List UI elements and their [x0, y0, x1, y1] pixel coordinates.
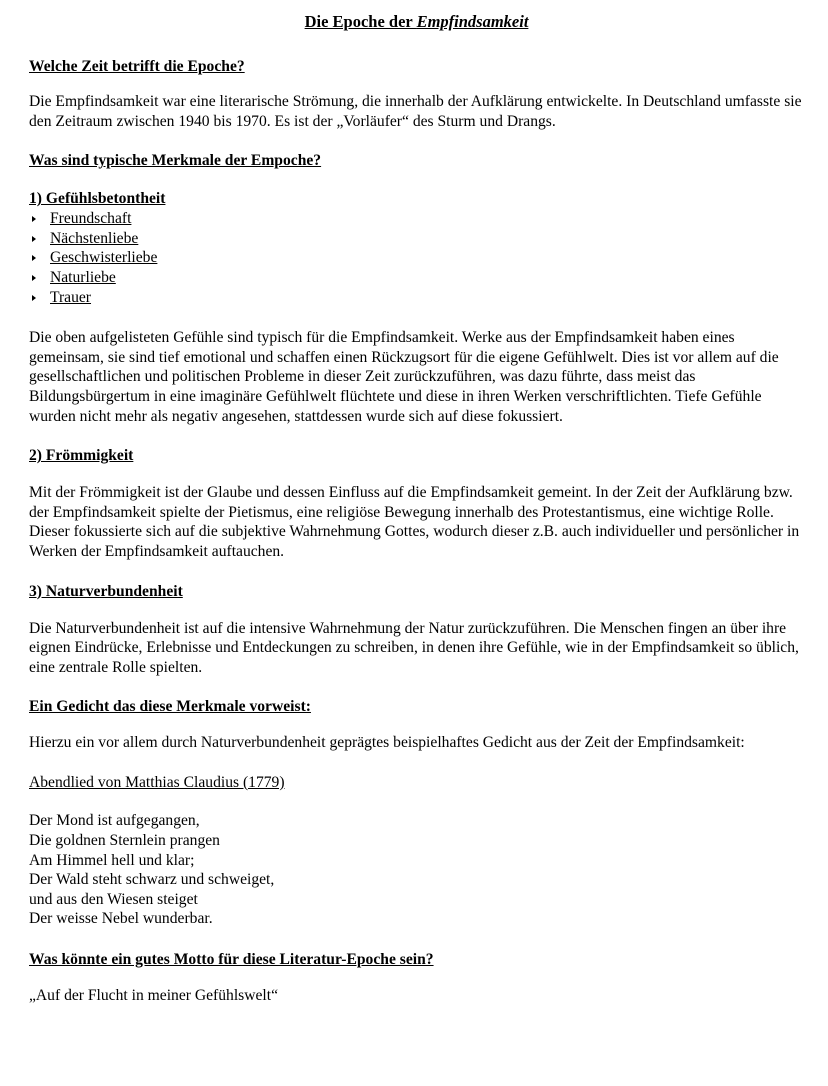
- title-prefix: Die Epoche der: [304, 12, 417, 31]
- list-item: [29, 229, 804, 249]
- list-item: [29, 248, 804, 268]
- list-item-text: Nächstenliebe: [50, 229, 139, 247]
- paragraph-froemmigkeit: Mit der Frömmigkeit ist der Glaube und dessen Einfluss auf die Empfindsamkeit gemeint. In der Zeit der Aufklärung bzw. der Empfindsamkeit spielte der Pietismus, eine religiöse Bewegung innerhalb des Protestantismus, eine wichtige Rolle. Dieser fokussierte sich auf die subjektive Wahrnehmung Gottes, wodurch dieser z.B. auch individueller und persönlicher in Werken der Empfindsamkeit auftauchen.: [29, 484, 800, 560]
- list-item-text: Freundschaft: [50, 210, 132, 228]
- heading-gedicht: Ein Gedicht das diese Merkmale vorweist:: [29, 698, 311, 716]
- paragraph-gefuehlsbetontheit: Die oben aufgelisteten Gefühle sind typisch für die Empfindsamkeit. Werke aus der Empfindsamkeit haben eines gemeinsam, sie sind tief emotional und schaffen einen Rückzugsort für die eigene Gefühlwelt. Dies ist vor allem auf die gesellschaftlichen und politischen Probleme in dieser Zeit zurückzuführen, was dazu führte, dass meist das Bildungsbürgertum in eine imaginäre Gefühlwelt flüchtete und diese in ihren Werken verschriftlichten. Tiefe Gefühle wurden nicht mehr als negativ angesehen, stattdessen wurde sich auf diese fokussiert.: [29, 329, 779, 425]
- bullet-triangle-icon: [32, 255, 36, 261]
- bullet-triangle-icon: [32, 295, 36, 301]
- poem-title: Abendlied von Matthias Claudius (1779): [29, 773, 285, 791]
- bullet-triangle-icon: [32, 236, 36, 242]
- bullet-triangle-icon: [32, 275, 36, 281]
- poem-line: Der weisse Nebel wunderbar.: [29, 910, 213, 928]
- list-item: [29, 268, 804, 288]
- paragraph-zeit: Die Empfindsamkeit war eine literarische Strömung, die innerhalb der Aufklärung entwickelte. In Deutschland umfasste sie den Zeitraum zwischen 1940 bis 1970. Es ist der „Vorläufer“ des Sturm und Drangs.: [29, 93, 802, 130]
- heading-merkmale: Was sind typische Merkmale der Empoche?: [29, 152, 322, 170]
- title-emphasis: Empfindsamkeit: [416, 12, 529, 31]
- poem-line: und aus den Wiesen steiget: [29, 890, 198, 908]
- feelings-list: [29, 209, 804, 307]
- subheading-gefuehlsbetontheit: 1) Gefühlsbetontheit: [29, 190, 166, 208]
- paragraph-naturverbundenheit: Die Naturverbundenheit ist auf die intensive Wahrnehmung der Natur zurückzuführen. Die Menschen fingen an über ihre eignen Eindrücke, Erlebnisse und Entdeckungen zu schreiben, in denen ihre Gefühle, wie in der Empfindsamkeit so üblich, eine zentrale Rolle spielten.: [29, 619, 799, 676]
- poem-line: Der Wald steht schwarz und schweiget,: [29, 871, 275, 889]
- page-title: [29, 0, 804, 33]
- poem: [29, 811, 804, 929]
- poem-line: Die goldnen Sternlein prangen: [29, 832, 220, 850]
- list-item-text: Trauer: [50, 288, 92, 306]
- motto-text: „Auf der Flucht in meiner Gefühlswelt“: [29, 987, 278, 1005]
- list-item-text: Naturliebe: [50, 268, 116, 286]
- subheading-naturverbundenheit: 3) Naturverbundenheit: [29, 582, 183, 600]
- heading-motto: Was könnte ein gutes Motto für diese Literatur-Epoche sein?: [29, 951, 434, 969]
- bullet-triangle-icon: [32, 216, 36, 222]
- poem-line: Der Mond ist aufgegangen,: [29, 812, 200, 830]
- list-item-text: Geschwisterliebe: [50, 249, 158, 267]
- subheading-froemmigkeit: 2) Frömmigkeit: [29, 447, 134, 465]
- list-item: [29, 288, 804, 308]
- list-item: [29, 209, 804, 229]
- paragraph-gedicht-intro: Hierzu ein vor allem durch Naturverbundenheit geprägtes beispielhaftes Gedicht aus der Zeit der Empfindsamkeit:: [29, 734, 745, 752]
- heading-zeit: Welche Zeit betrifft die Epoche?: [29, 58, 245, 75]
- poem-line: Am Himmel hell und klar;: [29, 851, 195, 869]
